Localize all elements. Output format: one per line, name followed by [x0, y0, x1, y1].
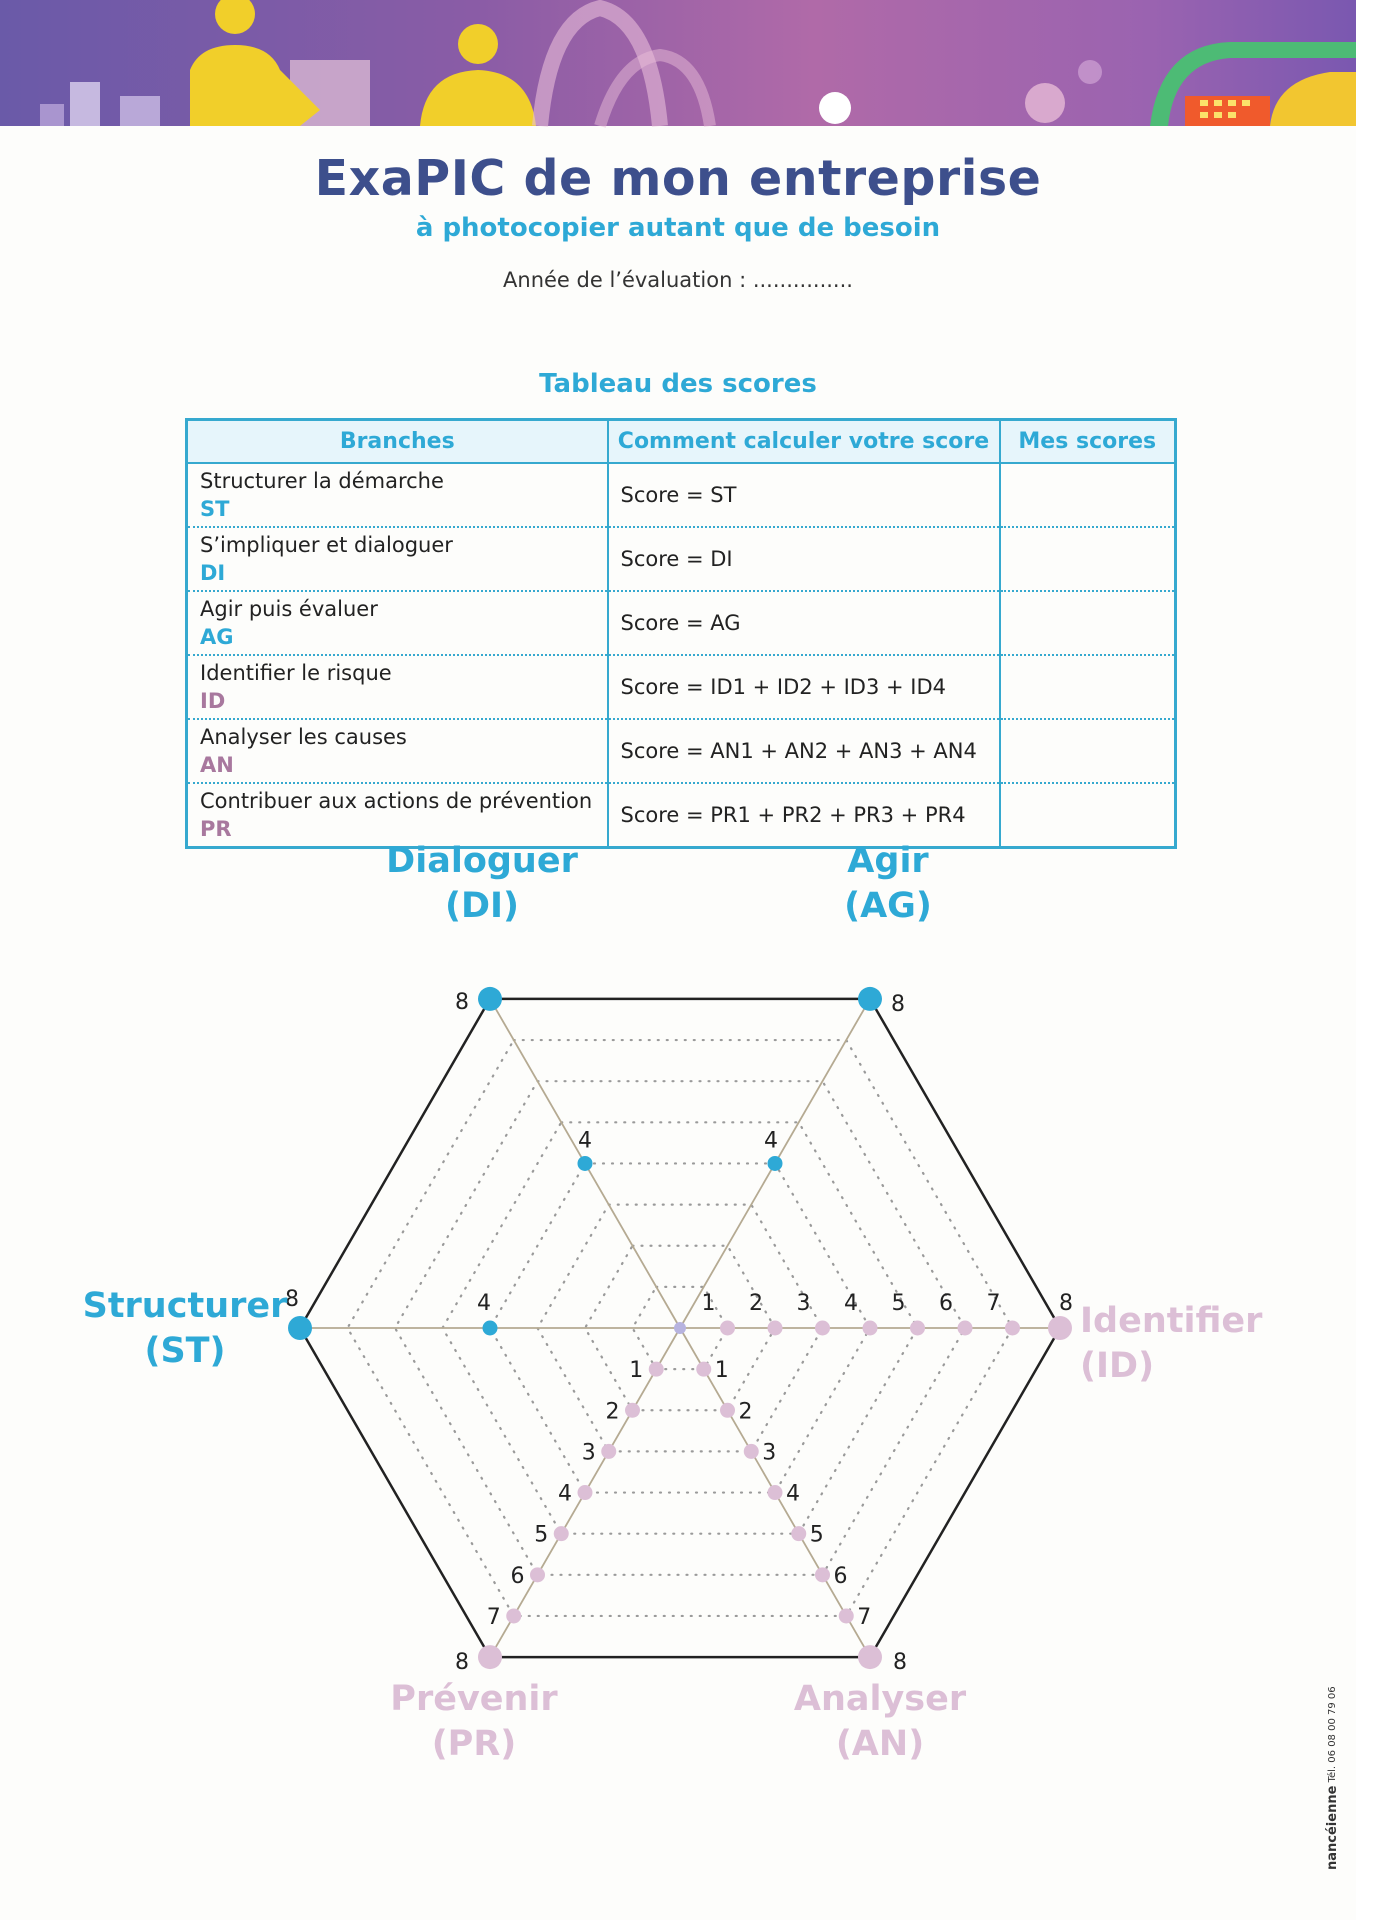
tick-marker-st	[483, 1321, 498, 1336]
table-row	[187, 719, 1176, 783]
table-row	[187, 463, 1176, 527]
tick-marker-pr	[506, 1608, 521, 1623]
tick-label-pr: 3	[581, 1440, 596, 1466]
branch-cell	[187, 527, 608, 591]
tick-marker-ag	[858, 987, 882, 1011]
printer-brand: nancéienne	[1325, 1785, 1340, 1870]
axis-title-id: Identifier	[1080, 1301, 1263, 1341]
tick-label-id: 2	[749, 1291, 763, 1316]
tick-marker-id	[958, 1321, 973, 1336]
axis-title-an: Analyser	[793, 1679, 967, 1719]
scan-margin	[1356, 0, 1386, 1920]
tick-marker-pr	[578, 1485, 593, 1500]
tick-label-pr: 4	[558, 1481, 572, 1507]
tick-marker-id	[863, 1321, 878, 1336]
tick-marker-an	[768, 1485, 783, 1500]
evaluation-year-field[interactable]: Année de l’évaluation : ...............	[503, 268, 853, 292]
branch-name: S’impliquer et dialoguer	[200, 533, 453, 557]
tick-label-ag: 4	[764, 1128, 778, 1154]
tick-marker-id	[1048, 1316, 1072, 1340]
tick-label-id: 4	[844, 1291, 858, 1316]
tick-label-id: 6	[939, 1291, 953, 1316]
table-row	[187, 591, 1176, 655]
tick-label-an: 8	[893, 1650, 907, 1676]
score-cell[interactable]	[1000, 463, 1176, 527]
axis-code-pr: (PR)	[431, 1724, 517, 1764]
tick-label-st: 4	[477, 1291, 491, 1316]
formula-cell: Score = AG	[608, 591, 1000, 655]
axis-code-ag: (AG)	[844, 886, 932, 926]
banner-illustration	[0, 0, 1356, 126]
branch-cell	[187, 655, 608, 719]
tick-marker-id	[768, 1321, 783, 1336]
tick-marker-an	[720, 1403, 735, 1418]
tick-label-pr: 2	[605, 1399, 620, 1425]
column-header-calcul: Comment calculer votre score	[608, 420, 1000, 464]
branch-cell	[187, 783, 608, 848]
branch-code: DI	[200, 561, 226, 585]
tick-label-ag: 8	[891, 991, 905, 1017]
tick-label-id: 8	[1059, 1291, 1073, 1316]
formula-cell: Score = ID1 + ID2 + ID3 + ID4	[608, 655, 1000, 719]
axis-title-di: Dialoguer	[386, 841, 578, 881]
formula-cell: Score = PR1 + PR2 + PR3 + PR4	[608, 783, 1000, 848]
header-banner	[0, 0, 1356, 126]
tick-marker-an	[858, 1645, 882, 1669]
tick-label-pr: 6	[510, 1563, 525, 1589]
tick-marker-id	[815, 1321, 830, 1336]
tick-label-an: 3	[762, 1440, 777, 1466]
tick-label-di: 8	[455, 989, 469, 1015]
formula-cell: Score = ST	[608, 463, 1000, 527]
tick-marker-pr	[649, 1362, 664, 1377]
table-caption: Tableau des scores	[539, 369, 817, 399]
tick-label-st: 8	[285, 1287, 299, 1312]
tick-label-id: 3	[796, 1291, 811, 1316]
scores-table	[185, 418, 1177, 849]
branch-code: AG	[200, 625, 234, 649]
tick-label-an: 1	[714, 1358, 729, 1384]
axis-code-id: (ID)	[1080, 1346, 1155, 1386]
branch-code: ST	[200, 497, 230, 521]
tick-marker-id	[720, 1321, 735, 1336]
printer-phone: Tél. 06 08 00 79 06	[1327, 1686, 1338, 1783]
tick-marker-an	[744, 1444, 759, 1459]
branch-cell	[187, 719, 608, 783]
branch-code: ID	[200, 689, 226, 713]
page-subtitle: à photocopier autant que de besoin	[415, 213, 941, 243]
tick-marker-id	[910, 1321, 925, 1336]
tick-marker-pr	[530, 1567, 545, 1582]
tick-marker-pr	[554, 1526, 569, 1541]
column-header-mes-scores: Mes scores	[1000, 420, 1176, 464]
page-title: ExaPIC de mon entreprise	[314, 150, 1042, 207]
score-cell[interactable]	[1000, 719, 1176, 783]
tick-label-pr: 7	[486, 1604, 501, 1630]
tick-label-id: 5	[891, 1291, 906, 1316]
branch-name: Contribuer aux actions de prévention	[200, 789, 593, 813]
tick-label-an: 5	[809, 1522, 824, 1548]
tick-label-an: 2	[738, 1399, 753, 1425]
tick-marker-di	[478, 987, 502, 1011]
tick-label-an: 6	[833, 1563, 848, 1589]
table-row	[187, 527, 1176, 591]
branch-name: Structurer la démarche	[200, 469, 444, 493]
tick-marker-pr	[601, 1444, 616, 1459]
branch-cell	[187, 591, 608, 655]
tick-marker-st	[288, 1316, 312, 1340]
formula-cell: Score = DI	[608, 527, 1000, 591]
score-cell[interactable]	[1000, 591, 1176, 655]
score-cell[interactable]	[1000, 783, 1176, 848]
formula-cell: Score = AN1 + AN2 + AN3 + AN4	[608, 719, 1000, 783]
branch-name: Agir puis évaluer	[200, 597, 378, 621]
axis-code-st: (ST)	[144, 1331, 226, 1371]
tick-marker-pr	[478, 1645, 502, 1669]
tick-label-an: 4	[786, 1481, 800, 1507]
radar-chart[interactable]	[0, 841, 1356, 1783]
axis-title-st: Structurer	[82, 1286, 288, 1326]
tick-marker-di	[578, 1156, 593, 1171]
tick-label-id: 1	[701, 1291, 716, 1316]
axis-code-an: (AN)	[835, 1724, 925, 1764]
branch-code: PR	[200, 817, 232, 841]
branch-cell	[187, 463, 608, 527]
column-header-branches: Branches	[187, 420, 608, 464]
tick-marker-an	[839, 1608, 854, 1623]
branch-code: AN	[200, 753, 234, 777]
tick-label-an: 7	[857, 1604, 872, 1630]
branch-name: Analyser les causes	[200, 725, 407, 749]
tick-marker-an	[791, 1526, 806, 1541]
score-cell[interactable]	[1000, 527, 1176, 591]
axis-title-pr: Prévenir	[390, 1679, 558, 1719]
tick-marker-pr	[625, 1403, 640, 1418]
printer-credit	[1325, 1680, 1349, 1870]
axis-code-di: (DI)	[444, 886, 520, 926]
tick-marker-id	[1005, 1321, 1020, 1336]
tick-label-pr: 8	[455, 1650, 469, 1676]
score-cell[interactable]	[1000, 655, 1176, 719]
tick-marker-an	[696, 1362, 711, 1377]
table-row	[187, 655, 1176, 719]
tick-label-id: 7	[986, 1291, 1001, 1316]
tick-label-di: 4	[578, 1128, 592, 1154]
axis-title-ag: Agir	[847, 841, 929, 881]
branch-name: Identifier le risque	[200, 661, 392, 685]
tick-marker-an	[815, 1567, 830, 1582]
table-row	[187, 783, 1176, 848]
center-marker	[674, 1322, 686, 1334]
tick-label-pr: 5	[534, 1522, 549, 1548]
tick-marker-ag	[768, 1156, 783, 1171]
tick-label-pr: 1	[629, 1358, 644, 1384]
table-header-row	[187, 420, 1176, 464]
